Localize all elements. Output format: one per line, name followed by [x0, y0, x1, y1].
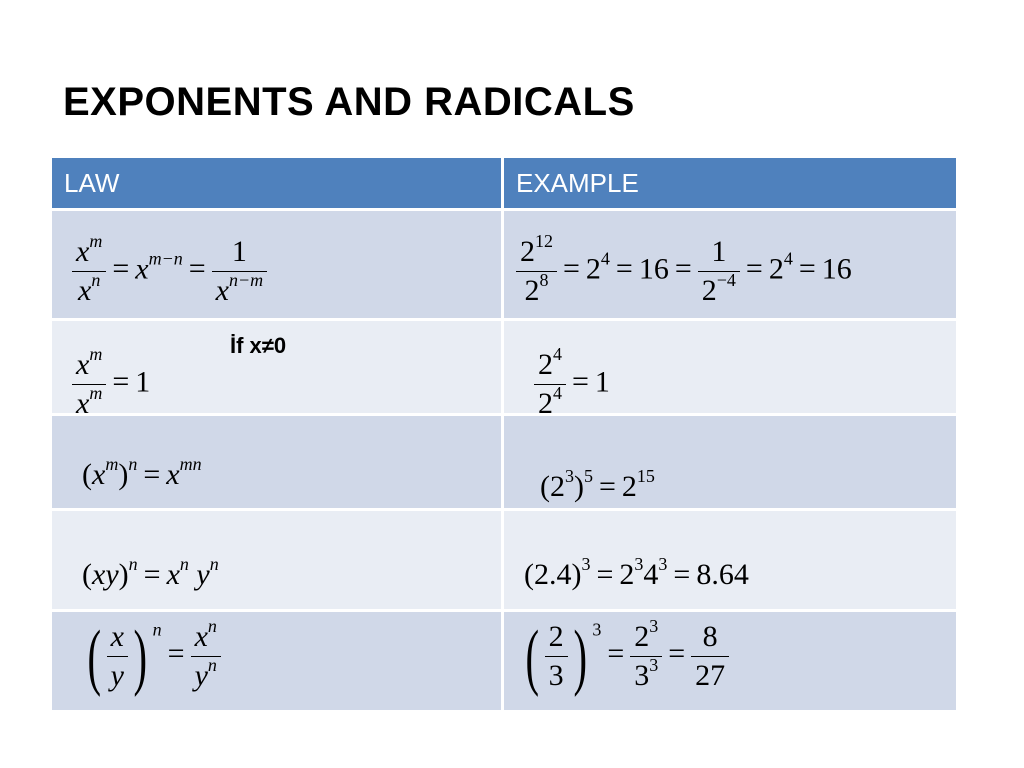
row5-example-formula: ( $\frac{2}{3}$ ) $^3$= $\frac{2^3}{3^3}$ = $\frac{8}{27}$ — [520, 618, 729, 695]
row1-example-formula: $\frac{2^{12}}{2^8}$ = $2^4 = 16$ = $\frac{1}{2^{-4}}$ = $2^4 = 16$ — [516, 233, 852, 310]
row1-law-formula: $\frac{x^m}{x^n}$ = $x^{m-n}$ = $\frac{1}{x^{n-m}}$ — [72, 233, 267, 310]
page-title: EXPONENTS AND RADICALS — [63, 80, 635, 124]
row5-law-formula: ( $\frac{x}{y}$ ) $^n$= $\frac{x^n}{y^n}$ — [82, 618, 221, 695]
row4-law-formula: $(xy)^n = x^n$ $y^n$ — [82, 554, 219, 591]
header-example: EXAMPLE — [504, 158, 956, 208]
row2-law-formula: $\frac{x^m}{x^m}$ = 1 — [72, 346, 150, 423]
header-law: LAW — [52, 158, 501, 208]
row2-example-formula: $\frac{2^4}{2^4}$ = 1 — [534, 346, 610, 423]
row4-example-formula: $(2.4)^3 = 2^34^3 = 8.64$ — [524, 554, 749, 591]
condition-label: İf x≠0 — [230, 333, 287, 358]
row3-example-formula: $(2^3)^5 = 2^{15}$ — [540, 466, 655, 503]
row3-law-formula: $(x^m)^n = x^{mn}$ — [82, 454, 202, 491]
